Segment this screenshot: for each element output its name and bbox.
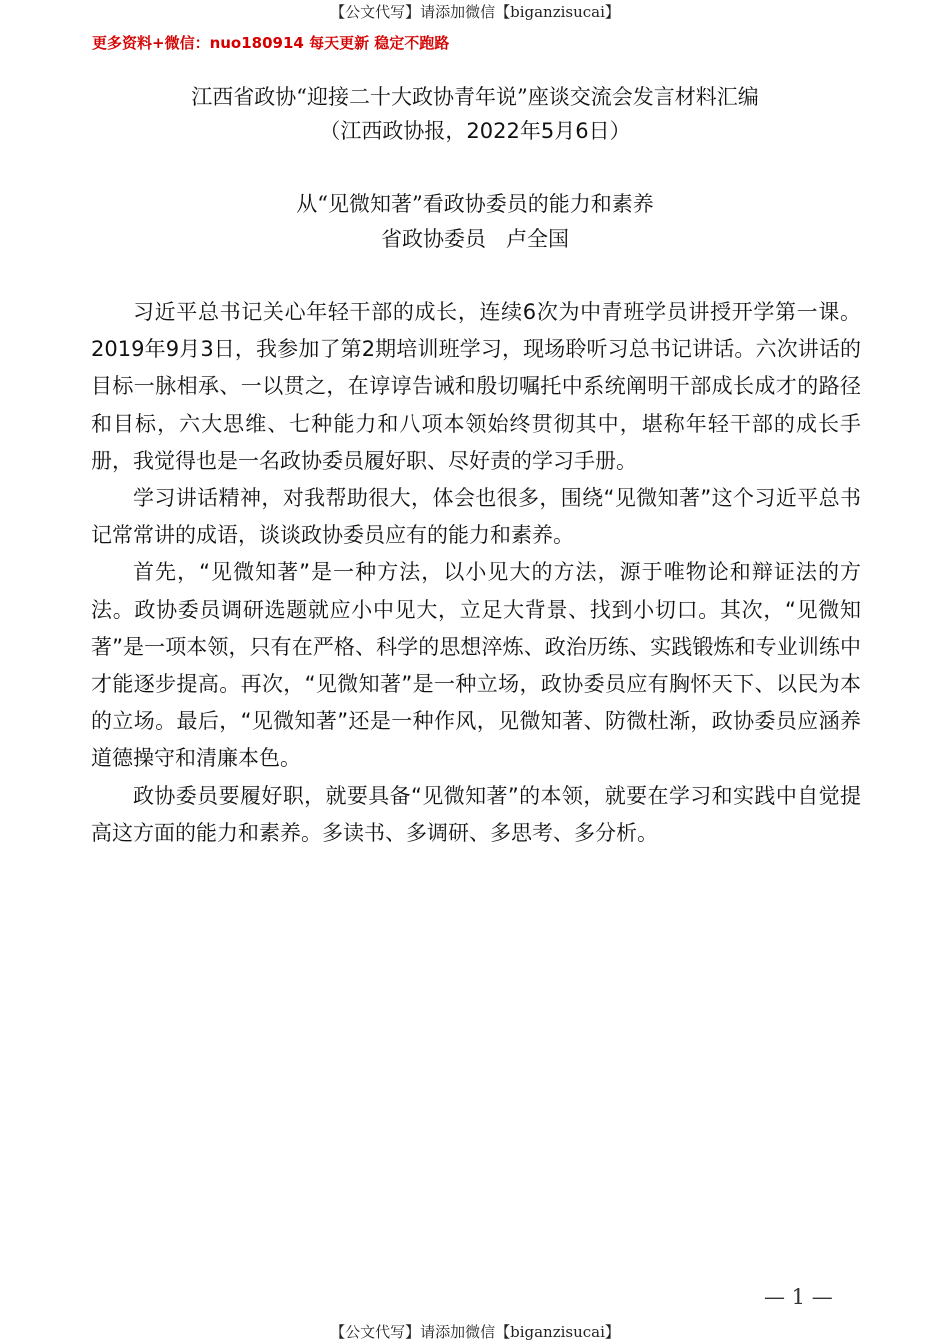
footer-watermark-note: 【公文代写】请添加微信【biganzisucai】 (330, 1323, 620, 1341)
article-author: 省政协委员 卢全国 (380, 227, 570, 251)
page-number: — 1 — (764, 1285, 833, 1309)
article-title: 从“见微知著”看政协委员的能力和素养 (296, 192, 654, 216)
promo-line: 更多资料+微信：nuo180914 每天更新 稳定不跑路 (92, 34, 450, 52)
paragraph-4: 政协委员要履好职，就要具备“见微知著”的本领，就要在学习和实践中自觉提高这方面的能力和素养。多读书、多调研、多思考、多分析。 (91, 783, 861, 845)
paragraph-1: 习近平总书记关心年轻干部的成长，连续6次为中青班学员讲授开学第一课。2019年9月3日，我参加了第2期培训班学习，现场聆听习总书记讲话。六次讲话的目标一脉相承、一以贯之，在谆谆告诫和殷切嘱托中系统阐明干部成长成才的路径和目标，六大思维、七种能力和八项本领始终贯彻其中，堪称年轻干部的成长手册，我觉得也是一名政协委员履好职、尽好责的学习手册。 (91, 300, 861, 473)
paragraph-2: 学习讲话精神，对我帮助很大，体会也很多，围绕“见微知著”这个习近平总书记常常讲的成语，谈谈政协委员应有的能力和素养。 (91, 486, 861, 548)
document-title: 江西省政协“迎接二十大政协青年说”座谈交流会发言材料汇编 (191, 85, 759, 109)
document-source: （江西政协报，2022年5月6日） (319, 119, 631, 143)
article-body (91, 294, 861, 852)
paragraph-3: 首先，“见微知著”是一种方法，以小见大的方法，源于唯物论和辩证法的方法。政协委员调研选题就应小中见大，立足大背景、找到小切口。其次，“见微知著”是一项本领，只有在严格、科学的思想淬炼、政治历练、实践锻炼和专业训练中才能逐步提高。再次，“见微知著”是一种立场，政协委员应有胸怀天下、以民为本的立场。最后，“见微知著”还是一种作风，见微知著、防微杜渐，政协委员应涵养道德操守和清廉本色。 (91, 560, 861, 771)
header-watermark-note: 【公文代写】请添加微信【biganzisucai】 (330, 3, 620, 21)
